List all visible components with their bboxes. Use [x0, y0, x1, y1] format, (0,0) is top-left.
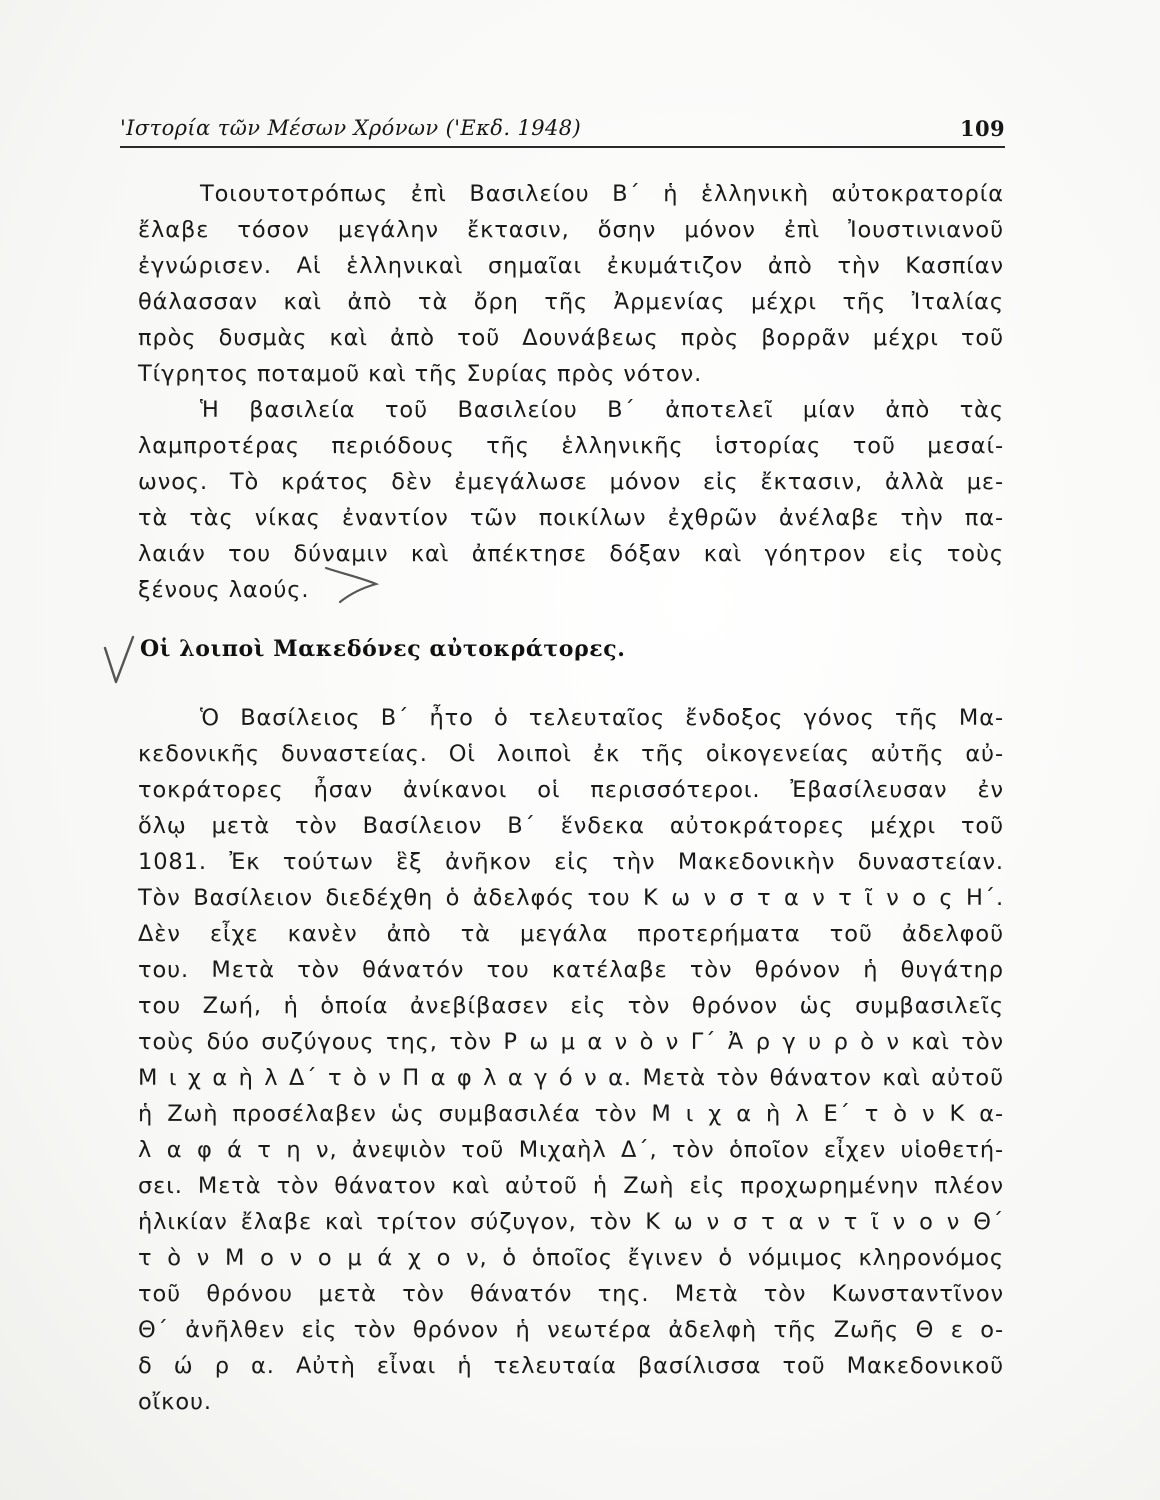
text-line: ὅλῳ μετὰ τὸν Βασίλειον Β΄ ἕνδεκα αὐτοκράτορες μέχρι τοῦ — [138, 813, 1004, 839]
text-line: κεδονικῆς δυναστείας. Οἱ λοιποὶ ἐκ τῆς οἰκογενείας αὐτῆς αὐ- — [138, 741, 1004, 767]
header-rule — [120, 146, 1005, 148]
text-line: τὰ τὰς νίκας ἐναντίον τῶν ποικίλων ἐχθρῶν ἀνέλαβε τὴν πα- — [138, 505, 1004, 531]
text-line: Τὸν Βασίλειον διεδέχθη ὁ ἀδελφός του Κ ω ν σ τ α ν τ ῖ ν ο ς Η΄. — [138, 885, 1004, 911]
text-line: ἡλικίαν ἔλαβε καὶ τρίτον σύζυγον, τὸν Κ ω ν σ τ α ν τ ῖ ν ο ν Θ΄ — [138, 1209, 1004, 1235]
running-title: 'Ιστορία τῶν Μέσων Χρόνων ('Εκδ. 1948) — [120, 116, 582, 140]
text-line: Μ ι χ α ὴ λ Δ΄ τ ὸ ν Π α φ λ α γ ό ν α. Μετὰ τὸν θάνατον καὶ αὐτοῦ — [138, 1065, 1004, 1091]
text-line: Ὁ Βασίλειος Β΄ ἦτο ὁ τελευταῖος ἔνδοξος γόνος τῆς Μα- — [200, 705, 1004, 731]
text-line: λαμπροτέρας περιόδους τῆς ἑλληνικῆς ἱστορίας τοῦ μεσαί- — [138, 433, 1004, 459]
text-line: Τίγρητος ποταμοῦ καὶ τῆς Συρίας πρὸς νότον. — [138, 361, 703, 387]
text-line: 1081. Ἐκ τούτων ἓξ ἀνῆκον εἰς τὴν Μακεδονικὴν δυναστείαν. — [138, 849, 1004, 875]
text-line: πρὸς δυσμὰς καὶ ἀπὸ τοῦ Δουνάβεως πρὸς βορρᾶν μέχρι τοῦ — [138, 325, 1004, 351]
pencil-check-mark-icon — [102, 634, 136, 686]
text-line: ωνος. Τὸ κράτος δὲν ἐμεγάλωσε μόνον εἰς ἔκτασιν, ἀλλὰ με- — [138, 469, 1004, 495]
text-line: ἡ Ζωὴ προσέλαβεν ὡς συμβασιλέα τὸν Μ ι χ α ὴ λ Ε΄ τ ὸ ν Κ α- — [138, 1101, 1004, 1127]
text-line: Τοιουτοτρόπως ἐπὶ Βασιλείου Β΄ ἡ ἑλληνικὴ αὐτοκρατορία — [200, 181, 1004, 207]
text-line: τ ὸ ν Μ ο ν ο μ ά χ ο ν, ὁ ὁποῖος ἔγινεν ὁ νόμιμος κληρονόμος — [138, 1245, 1004, 1271]
text-line: θάλασσαν καὶ ἀπὸ τὰ ὄρη τῆς Ἀρμενίας μέχρι τῆς Ἰταλίας — [138, 289, 1004, 315]
text-line: του. Μετὰ τὸν θάνατόν του κατέλαβε τὸν θρόνον ἡ θυγάτηρ — [138, 957, 1004, 983]
text-line: σει. Μετὰ τὸν θάνατον καὶ αὐτοῦ ἡ Ζωὴ εἰς προχωρημένην πλέον — [138, 1173, 1004, 1199]
running-head — [120, 114, 1005, 148]
text-line: τοὺς δύο συζύγους της, τὸν Ρ ω μ α ν ὸ ν Γ΄ Ἀ ρ γ υ ρ ὸ ν καὶ τὸν — [138, 1029, 1004, 1055]
text-line: ἐγνώρισεν. Αἱ ἑλληνικαὶ σημαῖαι ἐκυμάτιζον ἀπὸ τὴν Κασπίαν — [138, 253, 1004, 279]
paragraph-macedonian-emperors — [138, 700, 1004, 1420]
text-line: Δὲν εἶχε κανὲν ἀπὸ τὰ μεγάλα προτερήματα τοῦ ἀδελφοῦ — [138, 921, 1004, 947]
text-line: Θ΄ ἀνῆλθεν εἰς τὸν θρόνον ἡ νεωτέρα ἀδελφὴ τῆς Ζωῆς Θ ε ο- — [138, 1317, 1004, 1343]
section-heading: Οἱ λοιποὶ Μακεδόνες αὐτοκράτορες. — [140, 636, 626, 662]
text-line: ἔλαβε τόσον μεγάλην ἔκτασιν, ὅσην μόνον ἐπὶ Ἰουστινιανοῦ — [138, 217, 1004, 243]
text-line: τοκράτορες ἦσαν ἀνίκανοι οἱ περισσότεροι. Ἐβασίλευσαν ἐν — [138, 777, 1004, 803]
text-line: τοῦ θρόνου μετὰ τὸν θάνατόν της. Μετὰ τὸν Κωνσταντῖνον — [138, 1281, 1004, 1307]
text-line: λ α φ ά τ η ν, ἀνεψιὸν τοῦ Μιχαὴλ Δ΄, τὸν ὁποῖον εἶχεν υἱοθετή- — [138, 1137, 1004, 1163]
text-line: ξένους λαούς. — [138, 577, 310, 603]
page-number: 109 — [959, 116, 1005, 141]
text-line: Ἡ βασιλεία τοῦ Βασιλείου Β΄ ἀποτελεῖ μίαν ἀπὸ τὰς — [200, 397, 1004, 423]
text-line: οἴκου. — [138, 1389, 212, 1415]
text-line: δ ώ ρ α. Αὐτὴ εἶναι ἡ τελευταία βασίλισσα τοῦ Μακεδονικοῦ — [138, 1353, 1004, 1379]
text-line: του Ζωή, ἡ ὁποία ἀνεβίβασεν εἰς τὸν θρόνον ὡς συμβασιλεῖς — [138, 993, 1004, 1019]
pencil-arrow-icon — [322, 558, 380, 606]
text-line: λαιάν του δύναμιν καὶ ἀπέκτησε δόξαν καὶ γόητρον εἰς τοὺς — [138, 541, 1004, 567]
paragraph-basil-ii-empire — [138, 176, 1004, 608]
